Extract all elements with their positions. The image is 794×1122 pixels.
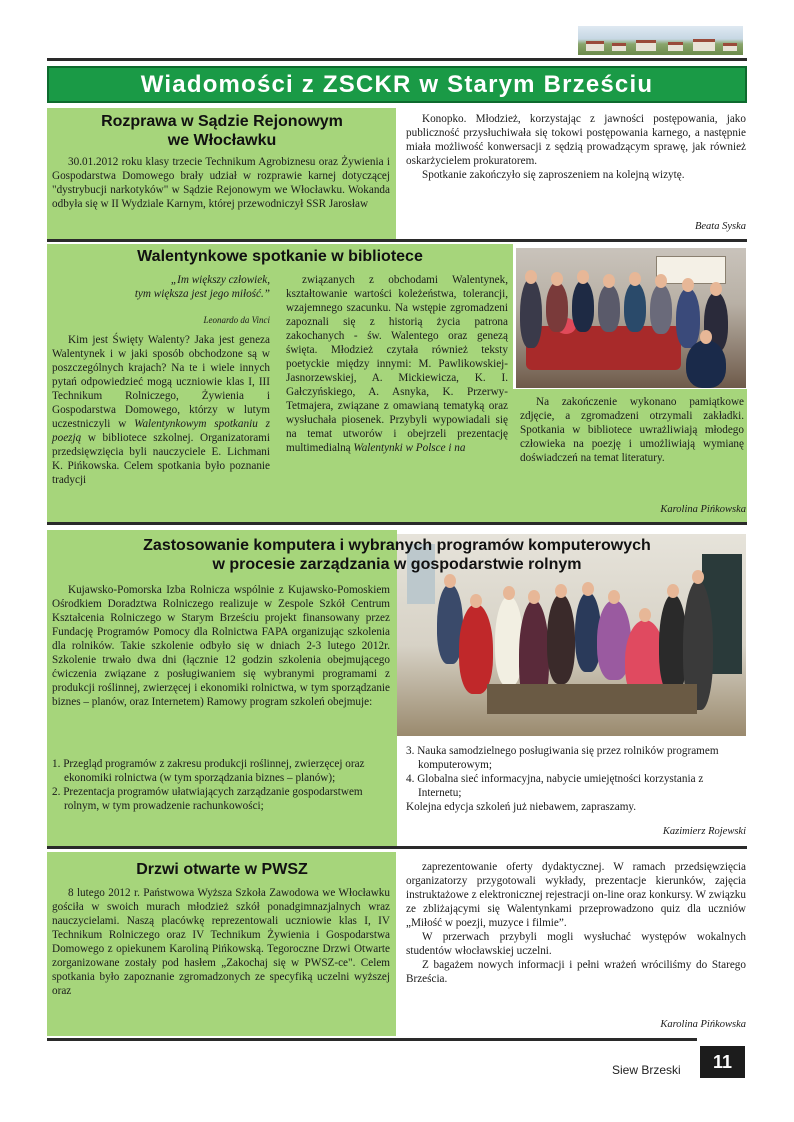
article-court-left-text: 30.01.2012 roku klasy trzecie Technikum Agrobiznesu oraz Żywienia i Gospodarstwa Domowego brały udział w rozprawie karnej dotyczącej "dystrybucji narkotyków" w Sądzie Rejonowym we Włocławku. Wokanda odbyła się w II Wydziale Karnym, której przewodniczył SSR Jarosław [52,156,390,210]
article-valentine-col2: związanych z obchodami Walentynek, kształtowanie wartości koleżeństwa, tolerancji, wzajemnego szacunku. Na wstępie zgromadzeni zapoznali się z historią życia patrona zakochanych - św. Walentego oraz genezą święta. Młodzież czytała również teksty poetyckie między innymi: M. Pawlikowskiej-Jasnorzewskiej, A. Mickiewicza, K. I. Gałczyńskiego, A. Asnyka, K. Przerwy-Tetmajera, związane z omawianą tematyką oraz wysłuchała piosenek. Przybyli wypowiadali się na temat utworów i obejrzeli prezentację multimedialną Walentynki w Polsce i na [286,274,508,454]
article-court-author: Beata Syska [694,221,746,232]
header-landscape-photo [578,26,743,55]
page-number: 11 [700,1046,745,1078]
article-pwsz-right-p1: zaprezentowanie oferty dydaktycznej. W ramach przedsięwzięcia organizatorzy przygotowali wykłady, prezentacje kierunków, zajęcia instruktażowe z elektronicznej rejestracji on-line oraz konkursy. W związku ze zbliżającymi się Walentynkami przeprowadzono quiz dla uczniów „Miłość w poezji, muzyce i filmie”. [406,861,746,929]
article-pwsz-right-text [406,860,746,986]
section-banner: Wiadomości z ZSCKR w Starym Brześciu [47,66,747,103]
article-pwsz-right-p2: W przerwach przybyli mogli wysłuchać występów wokalnych studentów włocławskiej uczelni. [406,931,746,957]
article-valentine-col3: Na zakończenie wykonano pamiątkowe zdjęcie, a zgromadzeni otrzymali zakładki. Spotkania w bibliotece uwrażliwiają młodego człowieka na poezję i umożliwiają wymianę doświadczeń na temat literatury. [520,396,744,464]
article-court-title [52,112,392,150]
article-computer-title [52,536,742,574]
article-valentine-quote [52,273,270,301]
article-court-title-line2: we Włocławku [167,132,277,149]
article-computer-closing: Kolejna edycja szkoleń już niebawem, zapraszamy. [406,801,637,813]
article-valentine-author: Karolina Pińkowska [660,504,746,515]
article-computer-left-text: Kujawsko-Pomorska Izba Rolnicza wspólnie z Kujawsko-Pomoskiem Ośrodkiem Doradztwa Rolniczego realizuje w Zespole Szkół Centrum Kształcenia Rolniczego w Starym Brześciu projekt finansowany przez Fundację Programów Pomocy dla Rolnictwa FAPA organizując szkolenia dla rolników. Takie szkolenie odbyło się w dniach 2-3 lutego 2012r. Szkolenie trwało dwa dni (łącznie 12 godzin szkolenia obejmującego ćwiczenia związane z posługiwaniem się wybranymi programami z produkcji roślinnej, zwierzęcej i ekonomiki rolnictwa, w tym sporządzanie biznes – planów, oraz Internetem) Ramowy program szkoleń obejmuje: [52,584,390,708]
article-valentine-quote-author: Leonardo da Vinci [203,315,270,325]
article-computer-list-right [406,744,746,814]
header-rule [47,58,747,61]
article-court-right-p1: Konopko. Młodzież, korzystając z jawności postępowania, jako publiczność przysłuchiwała się tokowi postępowania karnego, a następnie miała możliwość konwersacji z sędzią prowadzącym sprawę, jak również oskarżycielem prokuratorem. [406,113,746,167]
list-item: 1. Przegląd programów z zakresu produkcji roślinnej, zwierzęcej oraz ekonomiki rolnictwa (w tym sporządzania biznes – planów); [52,758,365,784]
quote-line1: „Im większy człowiek, [170,274,270,286]
article-court-title-line1: Rozprawa w Sądzie Rejonowym [101,113,343,130]
article-valentine-divider [47,522,747,525]
article-valentine-title: Walentynkowe spotkanie w bibliotece [137,248,423,265]
article-pwsz-left-text: 8 lutego 2012 r. Państwowa Wyższa Szkoła Zawodowa we Włocławku gościła w swoich murach młodzież szkół ponadgimnazjalnych wraz nauczycielami. Naszą placówkę reprezentowali uczniowie klas I, IV Technikum Rolniczego oraz IV Technikum Żywienia i Gospodarstwa Domowego z opiekunem Karoliną Pińkowską. Tegoroczne Drzwi Otwarte zorganizowane zostały pod hasłem „Zakochaj się w PWSZ-ce". Celem spotkania było zapoznanie zgromadzonych ze specyfiką uczelni wyższej oraz [52,887,390,997]
list-item: 2. Prezentacja programów ułatwiających zarządzanie gospodarstwem rolnym, w tym prowadzenie rachunkowości; [52,786,363,812]
article-valentine-col1: Kim jest Święty Walenty? Jaka jest geneza Walentynek i w jaki sposób obchodzone są w poszczególnych krajach? Na te i wiele innych pytań odpowiedzieć mogą uczniowie klas I, III Technikum Rolniczego, Żywienia i Gospodarstwa Domowego, którzy w lutym uczestniczyli w Walentynkowym spotkaniu z poezją w bibliotece szkolnej. Organizatorami przedsięwzięcia byli nauczyciele E. Lichmani K. Pińkowska. Celem spotkania było poznanie tradycji [52,334,270,486]
publication-name: Siew Brzeski [612,1063,681,1077]
article-computer-divider [47,846,747,849]
valentine-group-photo [516,248,746,388]
article-court-right-p2: Spotkanie zakończyło się zaproszeniem na kolejną wizytę. [422,169,685,181]
article-computer-title-line2: w procesie zarządzania w gospodarstwie rolnym [212,556,582,573]
article-computer-author: Kazimierz Rojewski [662,826,746,837]
article-court-right-text [406,112,746,182]
list-item: 3. Nauka samodzielnego posługiwania się przez rolników programem komputerowym; [406,745,719,771]
article-computer-list-left [52,757,390,813]
article-pwsz-title: Drzwi otwarte w PWSZ [136,861,308,878]
quote-line2: tym większa jest jego miłość.” [134,288,270,300]
list-item: 4. Globalna sieć informacyjna, nabycie umiejętności korzystania z Internetu; [406,773,704,799]
article-computer-title-line1: Zastosowanie komputera i wybranych programów komputerowych [143,537,651,554]
article-court-divider [47,239,747,242]
article-pwsz-divider [47,1038,697,1041]
article-pwsz-author: Karolina Pińkowska [660,1019,746,1030]
article-pwsz-right-p3: Z bagażem nowych informacji i pełni wrażeń wróciliśmy do Starego Brześcia. [406,959,746,985]
